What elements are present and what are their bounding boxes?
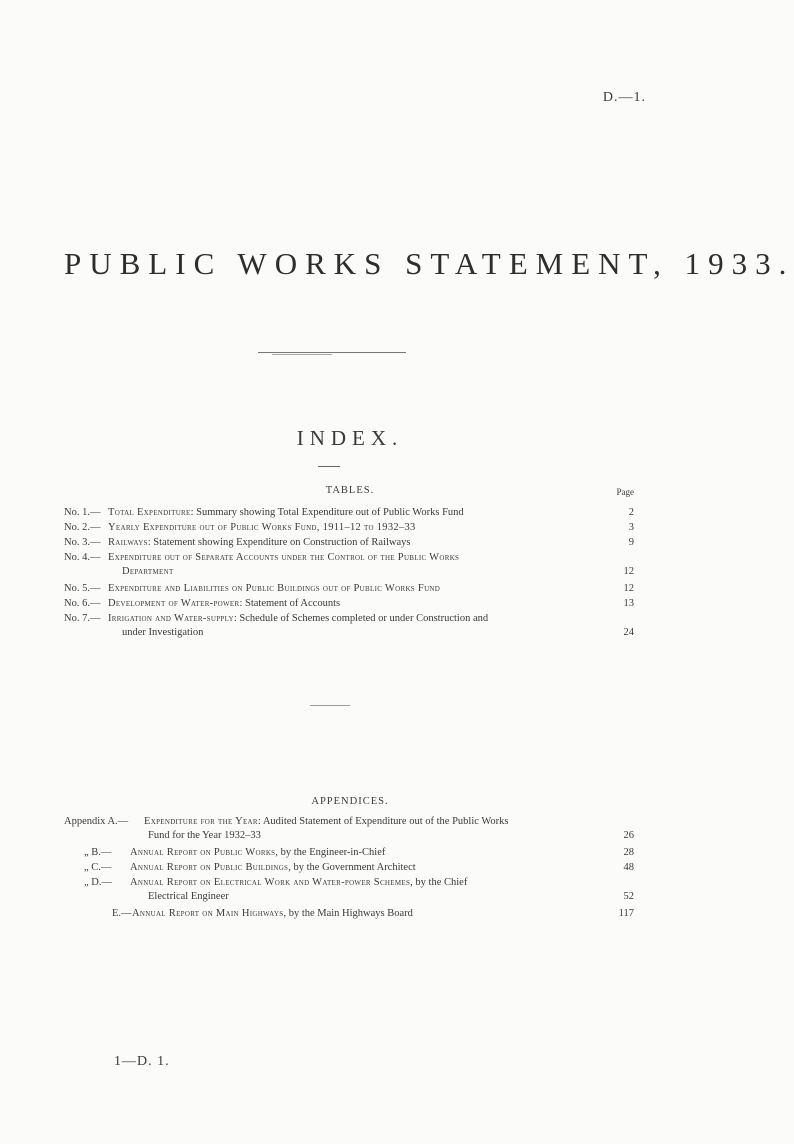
page-number: 9 <box>628 537 634 548</box>
page-number: 13 <box>623 598 634 609</box>
appendix-entry-a[interactable] <box>64 815 634 843</box>
page-number: 117 <box>618 908 634 919</box>
entry-number: No. 4.— <box>64 552 101 563</box>
page-number: 52 <box>623 891 634 902</box>
index-rule <box>318 466 340 467</box>
entry-number: No. 7.— <box>64 613 101 624</box>
appendix-title: Annual Report on Main Highways, by the Main Highways Board <box>132 908 413 919</box>
divider-rule <box>258 352 406 353</box>
appendix-title-continued: Fund for the Year 1932–33 <box>148 830 261 841</box>
entry-title: Development of Water-power: Statement of Accounts <box>108 598 341 609</box>
entry-title-continued: under Investigation <box>122 627 204 638</box>
entry-number: No. 3.— <box>64 537 101 548</box>
page-number: 28 <box>623 847 634 858</box>
appendix-prefix: „ C.— <box>84 862 112 873</box>
page-number: 26 <box>623 830 634 841</box>
entry-number: No. 2.— <box>64 522 101 533</box>
entry-title-continued: Department <box>122 566 174 577</box>
page-column-heading: Page <box>616 487 634 497</box>
page-number: 12 <box>623 583 634 594</box>
page-signature: 1—D. 1. <box>114 1054 170 1069</box>
page-number: 2 <box>628 507 634 518</box>
appendix-entry-d[interactable] <box>84 876 634 904</box>
appendix-prefix: „ B.— <box>84 847 112 858</box>
appendix-prefix: Appendix A.— <box>64 816 129 827</box>
appendices-heading: APPENDICES. <box>311 796 389 807</box>
page-number: 24 <box>623 627 634 638</box>
entry-number: No. 5.— <box>64 583 101 594</box>
appendix-title: Annual Report on Public Buildings, by the Government Architect <box>130 862 416 873</box>
entry-title: Total Expenditure: Summary showing Total Expenditure out of Public Works Fund <box>108 507 464 518</box>
appendix-title: Annual Report on Public Works, by the Engineer-in-Chief <box>130 847 386 858</box>
index-title: INDEX. <box>296 426 404 450</box>
entry-number: No. 1.— <box>64 507 101 518</box>
tables-heading: TABLES. <box>325 485 375 496</box>
section-rule <box>310 705 350 706</box>
table-entry-4[interactable] <box>64 551 634 579</box>
document-title: PUBLIC WORKS STATEMENT, 1933. <box>64 246 794 281</box>
page-number: 12 <box>623 566 634 577</box>
table-entry-7[interactable] <box>64 612 634 640</box>
entry-title: Expenditure out of Separate Accounts under the Control of the Public Works <box>108 552 460 563</box>
entry-title: Irrigation and Water-supply: Schedule of Schemes completed or under Construction and <box>108 613 489 624</box>
entry-title: Railways: Statement showing Expenditure on Construction of Railways <box>108 537 411 548</box>
page-number: 3 <box>628 522 634 533</box>
appendix-prefix: E.— <box>112 908 132 919</box>
entry-title: Expenditure and Liabilities on Public Buildings out of Public Works Fund <box>108 583 441 594</box>
appendix-title-continued: Electrical Engineer <box>148 891 229 902</box>
divider-rule-shadow <box>272 354 332 355</box>
appendix-title: Annual Report on Electrical Work and Water-power Schemes, by the Chief <box>130 877 468 888</box>
page-number: 48 <box>623 862 634 873</box>
appendix-prefix: „ D.— <box>84 877 112 888</box>
entry-title: Yearly Expenditure out of Public Works Fund, 1911–12 to 1932–33 <box>108 522 416 533</box>
entry-number: No. 6.— <box>64 598 101 609</box>
document-reference: D.—1. <box>602 90 646 105</box>
appendix-title: Expenditure for the Year: Audited Statement of Expenditure out of the Public Works <box>144 816 509 827</box>
